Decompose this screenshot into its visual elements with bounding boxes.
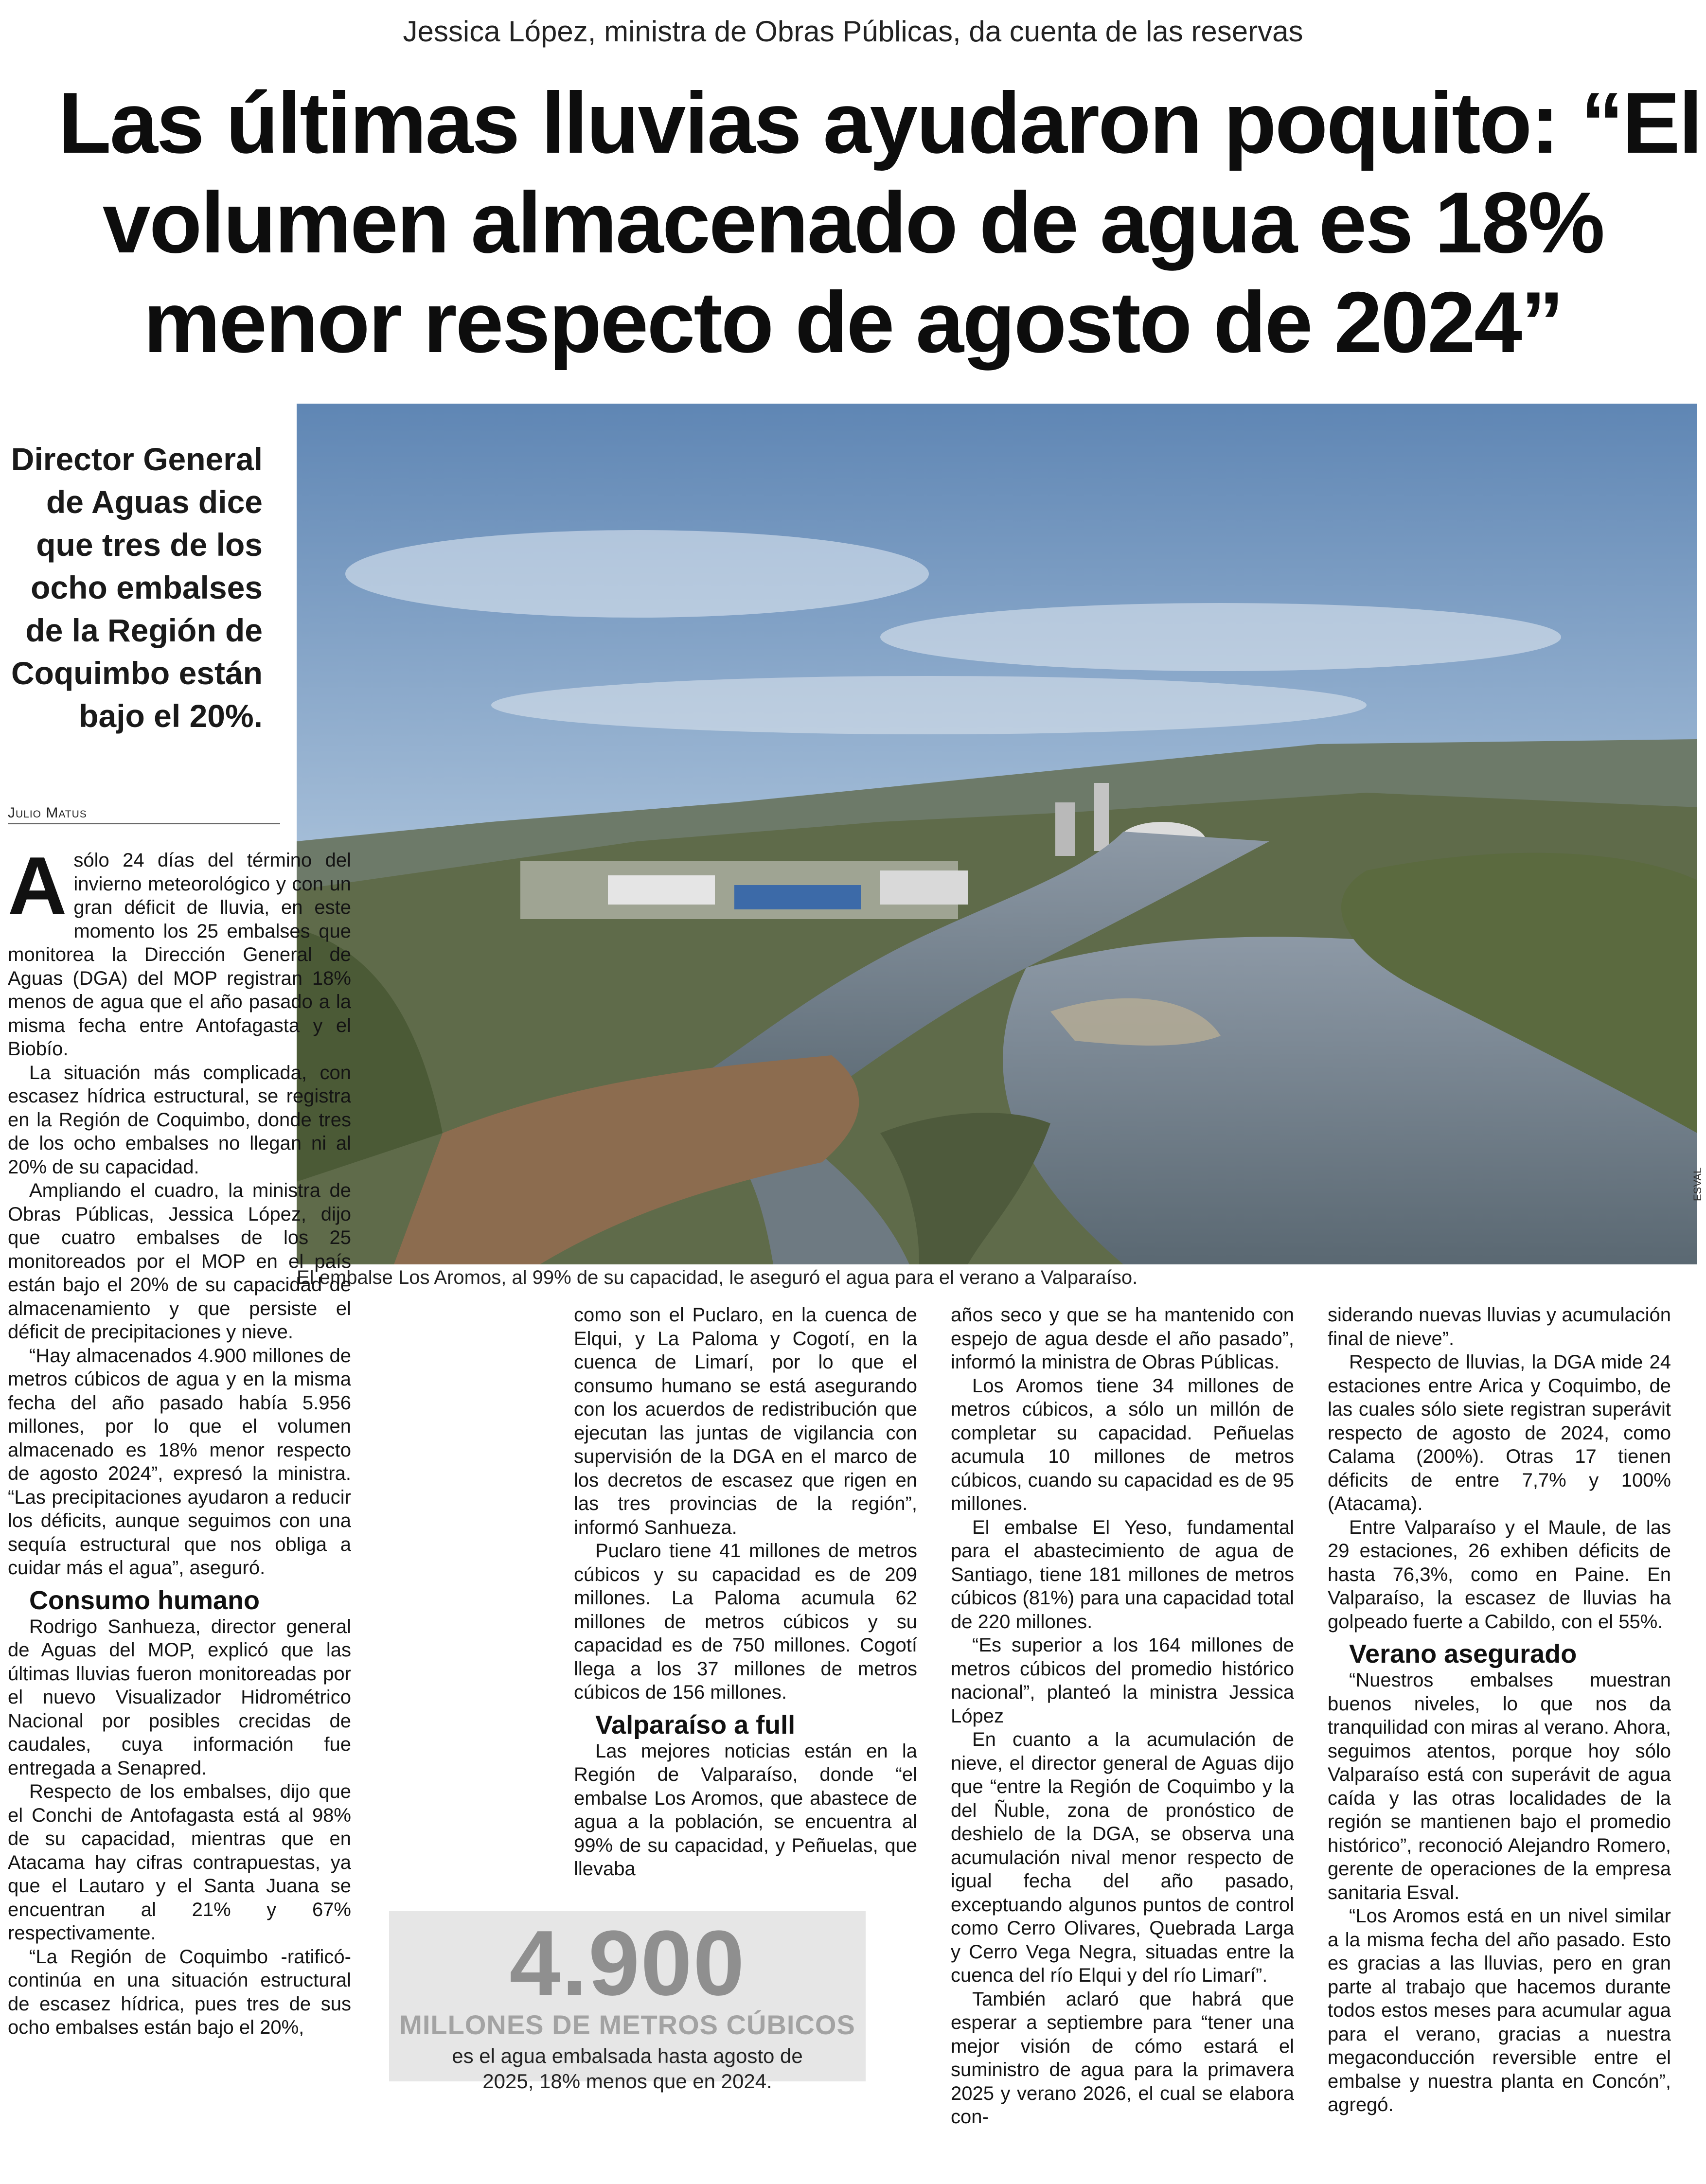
drop-cap: A: [8, 840, 67, 931]
article-paragraph: Ampliando el cuadro, la ministra de Obras Públicas, Jessica López, dijo que cuatro embalses de los 25 monitoreados por el MOP en el país están bajo el 20% de su capacidad de almacenamiento y que persiste el déficit de precipitaciones y nieve.: [8, 1180, 351, 1343]
article-paragraph: “Hay almacenados 4.900 millones de metros cúbicos de agua y en la misma fecha del año pasado había 5.956 millones, por lo que el volumen almacenado es 18% menor respecto de agosto 2024”, expresó la ministra. “Las precipitaciones ayudaron a reducir los déficits, aunque seguimos con una sequía estructural que nos obliga a cuidar más el agua”, aseguró.: [8, 1345, 351, 1579]
photo-caption: El embalse Los Aromos, al 99% de su capacidad, le aseguró el agua para el verano a Valparaíso.: [297, 1267, 1138, 1288]
article-paragraph: También aclaró que habrá que esperar a septiembre para “tener una mejor visión de cómo estará el suministro de agua para la primavera 2025 y verano 2026, el cual se elabora con-: [951, 1988, 1294, 2128]
article-paragraph: como son el Puclaro, en la cuenca de Elqui, y La Paloma y Cogotí, en la cuenca de Limarí, por lo que el consumo humano se está asegurando con los acuerdos de redistribución que ejecutan las juntas de vigilancia con supervisión de la DGA en el marco de los decretos de escasez que rigen en las tres provincias de la región”, informó Sanhueza.: [574, 1304, 917, 1538]
byline: Julio Matus: [8, 805, 280, 824]
article-column-2: [574, 1303, 917, 1881]
article-paragraph: “La Región de Coquimbo -ratificó- continúa en una situación estructural de escasez hídrica, pues tres de sus ocho embalses están bajo el 20%,: [8, 1946, 351, 2038]
photo-credit: ESVAL: [1691, 1167, 1704, 1201]
subheading: Verano asegurado: [1349, 1639, 1577, 1669]
article-paragraph: Las mejores noticias están en la Región de Valparaíso, donde “el embalse Los Aromos, que abastece de agua a la población, se encuentra al 99% de su capacidad, y Peñuelas, que llevaba: [574, 1740, 917, 1880]
article-paragraph: Entre Valparaíso y el Maule, de las 29 estaciones, 26 exhiben déficits de hasta 76,3%, como en Paine. En Valparaíso, la escasez de lluvias ha golpeado fuerte a Cabildo, con el 55%.: [1328, 1516, 1671, 1633]
kicker: Jessica López, ministra de Obras Públicas, da cuenta de las reservas: [403, 15, 1303, 48]
article-paragraph: Rodrigo Sanhueza, director general de Aguas del MOP, explicó que las últimas lluvias fueron monitoreadas por el nuevo Visualizador Hidrométrico Nacional por posibles crecidas de caudales, cuya información fue entregada a Senapred.: [8, 1616, 351, 1779]
lead-line: Director General: [11, 441, 263, 477]
lead-summary: [10, 438, 263, 737]
article-paragraph: Los Aromos tiene 34 millones de metros cúbicos, a sólo un millón de completar su capacidad. Peñuelas acumula 10 millones de metros cúbicos, cuando su capacidad es de 95 millones.: [951, 1375, 1294, 1514]
article-paragraph: Respecto de lluvias, la DGA mide 24 estaciones entre Arica y Coquimbo, de las cuales sólo siete registran superávit respecto de agosto de 2024, como Calama (200%). Otras 17 tienen déficits de entre 7,7% y 100% (Atacama).: [1328, 1351, 1671, 1514]
article-paragraph: “Los Aromos está en un nivel similar a la misma fecha del año pasado. Esto es gracias a las lluvias, pero en gran parte al trabajo que hacemos durante todos estos meses para acumular agua para el verano, gracias a nuestra megaconducción reversible entre el embalse y nuestra planta en Concón”, agregó.: [1328, 1905, 1671, 2115]
stat-number: 4.900: [509, 1912, 746, 2015]
stat-unit: MILLONES DE METROS CÚBICOS: [399, 2009, 855, 2040]
subheading: Valparaíso a full: [595, 1710, 796, 1740]
lead-line: de Aguas dice: [46, 484, 263, 520]
article-paragraph: En cuanto a la acumulación de nieve, el director general de Aguas dijo que “entre la Región de Coquimbo y la del Ñuble, zona de pronóstico de deshielo de la DGA, se observa una acumulación nival menor respecto de igual fecha del año pasado, exceptuando algunos puntos de control como Cerro Olivares, Quebrada Larga y Cerro Vega Negra, situadas entre la cuenca del río Elqui y del río Limarí”.: [951, 1729, 1294, 1986]
article-paragraph: “Es superior a los 164 millones de metros cúbicos del promedio histórico nacional”, planteó la ministra Jessica López: [951, 1634, 1294, 1727]
stat-description: es el agua embalsada hasta agosto de 2025, 18% menos que en 2024.: [452, 2044, 803, 2093]
lead-line: de la Región de: [25, 612, 263, 648]
article-paragraph: siderando nuevas lluvias y acumulación final de nieve”.: [1328, 1304, 1671, 1349]
lead-line: ocho embalses: [31, 569, 263, 605]
article-paragraph: El embalse El Yeso, fundamental para el abastecimiento de agua de Santiago, tiene 181 millones de metros cúbicos (81%) para una capacidad total de 220 millones.: [951, 1516, 1294, 1633]
article-paragraph: Asólo 24 días del término del invierno meteorológico y con un gran déficit de lluvia, en este momento los 25 embalses que monitorea la Dirección General de Aguas (DGA) del MOP registran 18% menos de agua que el año pasado a la misma fecha entre Antofagasta y el Biobío.: [8, 840, 351, 1060]
stat-box: [389, 1911, 866, 2093]
article-paragraph: Respecto de los embalses, dijo que el Conchi de Antofagasta está al 98% de su capacidad, mientras que en Atacama hay cifras contrapuestas, ya que el Lautaro y el Santa Juana se encuentran al 21% y 67% respectivamente.: [8, 1781, 351, 1944]
headline-line: Las últimas lluvias ayudaron poquito: “El: [58, 74, 1702, 171]
article-column-4: [1328, 1303, 1671, 2117]
lead-line: bajo el 20%.: [79, 698, 263, 734]
headline-line: menor respecto de agosto de 2024”: [143, 274, 1563, 371]
lead-line: que tres de los: [36, 527, 263, 563]
subheading: Consumo humano: [29, 1585, 260, 1615]
article-paragraph: Puclaro tiene 41 millones de metros cúbicos y su capacidad es de 209 millones. La Paloma acumula 62 millones de metros cúbicos y su capacidad es de 750 millones. Cogotí llega a los 37 millones de metros cúbicos de 156 millones.: [574, 1540, 917, 1703]
article-column-1: [8, 840, 351, 2040]
article-paragraph: años seco y que se ha mantenido con espejo de agua desde el año pasado”, informó la ministra de Obras Públicas.: [951, 1304, 1294, 1373]
lead-line: Coquimbo están: [11, 655, 263, 691]
headline: [58, 73, 1702, 372]
article-column-3: [951, 1303, 1294, 2129]
article-paragraph: La situación más complicada, con escasez hídrica estructural, se registra en la Región de Coquimbo, donde tres de los ocho embalses no llegan ni al 20% de su capacidad.: [8, 1062, 351, 1178]
reservoir-photo: [297, 404, 1697, 1264]
article-paragraph: “Nuestros embalses muestran buenos niveles, lo que nos da tranquilidad con miras al verano. Ahora, seguimos atentos, porque hoy sólo Valparaíso está con superávit de agua caída y las otras localidades de la región se mantienen bajo el promedio histórico”, reconoció Alejandro Romero, gerente de operaciones de la empresa sanitaria Esval.: [1328, 1669, 1671, 1903]
headline-line: volumen almacenado de agua es 18%: [102, 174, 1604, 271]
